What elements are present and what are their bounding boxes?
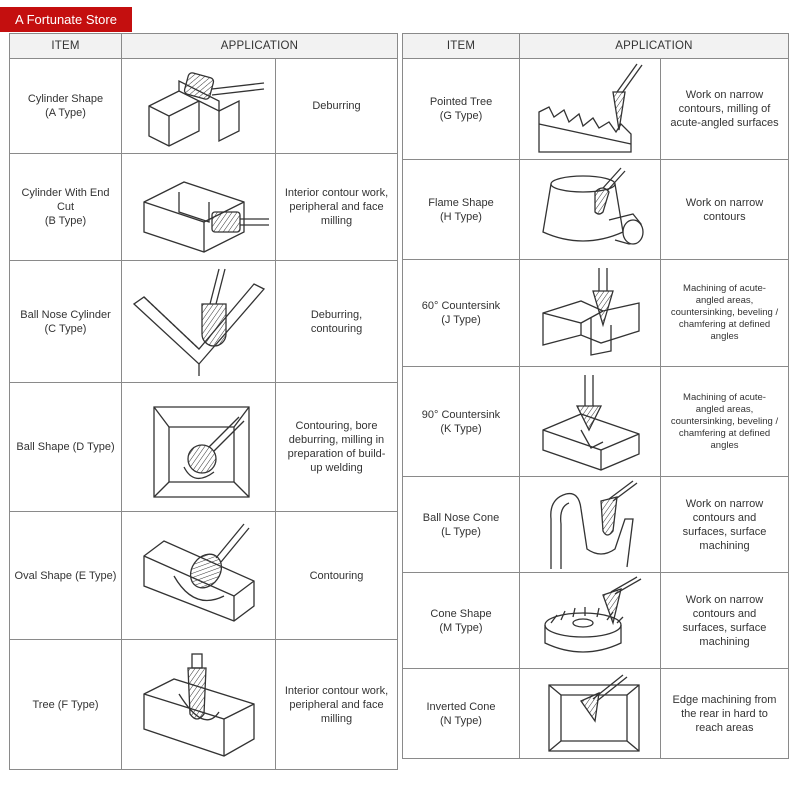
application-text: Work on narrow contours and surfaces, surface machining	[661, 573, 789, 669]
pointed-tree-burr-diagram-icon	[520, 59, 661, 160]
table-row	[403, 59, 789, 160]
item-name-cell: Pointed Tree (G Type)	[403, 59, 520, 160]
item-name-cell: 90° Countersink (K Type)	[403, 367, 520, 477]
application-text: Deburring	[276, 59, 398, 154]
item-name-cell: Flame Shape (H Type)	[403, 160, 520, 260]
table-row	[403, 573, 789, 669]
table-row	[403, 260, 789, 367]
cylinder-burr-diagram-icon	[122, 59, 276, 154]
item-name-cell: Cone Shape (M Type)	[403, 573, 520, 669]
item-name-cell: Cylinder With End Cut (B Type)	[10, 154, 122, 261]
application-text: Edge machining from the rear in hard to reach areas	[661, 669, 789, 759]
table-row	[10, 383, 398, 512]
application-header: APPLICATION	[520, 34, 789, 59]
right-burr-table	[402, 33, 789, 759]
inverted-cone-burr-diagram-icon	[520, 669, 661, 759]
item-name-cell: Cylinder Shape (A Type)	[10, 59, 122, 154]
application-text: Interior contour work, peripheral and face milling	[276, 640, 398, 770]
application-text: Deburring, contouring	[276, 261, 398, 383]
table-row	[403, 160, 789, 260]
item-header: ITEM	[10, 34, 122, 59]
application-text: Machining of acute-angled areas, countersinking, beveling / chamfering at defined angles	[661, 367, 789, 477]
application-text: Machining of acute-angled areas, countersinking, beveling / chamfering at defined angles	[661, 260, 789, 367]
cone-burr-diagram-icon	[520, 573, 661, 669]
table-row	[403, 669, 789, 759]
item-name-cell: Ball Shape (D Type)	[10, 383, 122, 512]
item-name-cell: Ball Nose Cone (L Type)	[403, 477, 520, 573]
flame-burr-diagram-icon	[520, 160, 661, 260]
table-row	[10, 154, 398, 261]
item-header: ITEM	[403, 34, 520, 59]
table-row	[403, 477, 789, 573]
table-row	[10, 261, 398, 383]
application-header: APPLICATION	[122, 34, 398, 59]
item-name-cell: Inverted Cone (N Type)	[403, 669, 520, 759]
ball-nose-cylinder-burr-diagram-icon	[122, 261, 276, 383]
ball-burr-diagram-icon	[122, 383, 276, 512]
item-name-cell: Oval Shape (E Type)	[10, 512, 122, 640]
item-name-cell: Tree (F Type)	[10, 640, 122, 770]
application-text: Contouring, bore deburring, milling in preparation of build-up welding	[276, 383, 398, 512]
application-text: Contouring	[276, 512, 398, 640]
item-name-cell: 60° Countersink (J Type)	[403, 260, 520, 367]
application-text: Interior contour work, peripheral and face milling	[276, 154, 398, 261]
cylinder-end-cut-burr-diagram-icon	[122, 154, 276, 261]
application-text: Work on narrow contours, milling of acute-angled surfaces	[661, 59, 789, 160]
item-name-cell: Ball Nose Cylinder (C Type)	[10, 261, 122, 383]
store-badge: A Fortunate Store	[0, 7, 132, 32]
left-burr-table	[9, 33, 398, 770]
table-row	[10, 59, 398, 154]
ball-nose-cone-burr-diagram-icon	[520, 477, 661, 573]
application-text: Work on narrow contours and surfaces, surface machining	[661, 477, 789, 573]
countersink-60-burr-diagram-icon	[520, 260, 661, 367]
table-row	[403, 367, 789, 477]
oval-burr-diagram-icon	[122, 512, 276, 640]
application-text: Work on narrow contours	[661, 160, 789, 260]
table-row	[10, 640, 398, 770]
tree-burr-diagram-icon	[122, 640, 276, 770]
countersink-90-burr-diagram-icon	[520, 367, 661, 477]
table-row	[10, 512, 398, 640]
